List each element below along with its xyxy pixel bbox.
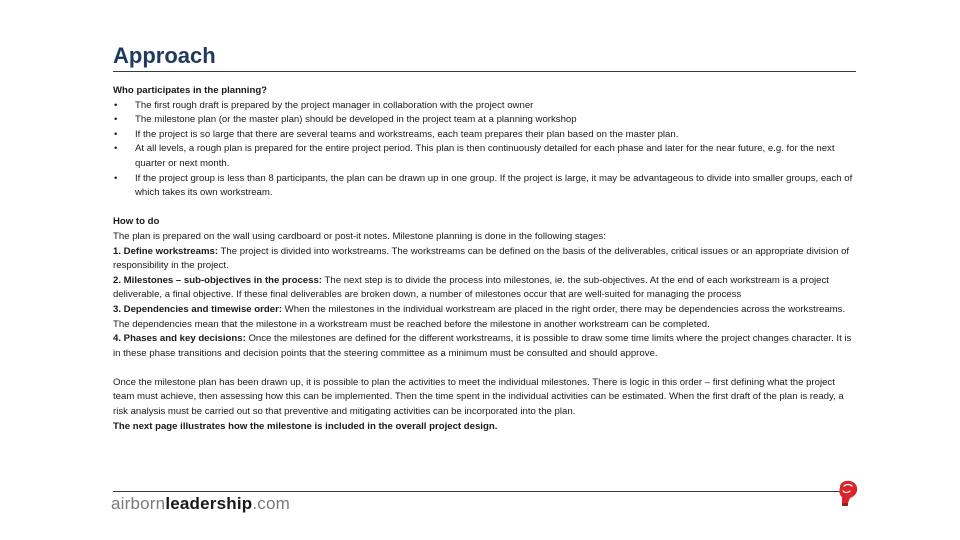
- next-page-note: The next page illustrates how the milestone is included in the overall project design.: [113, 420, 498, 432]
- slide-content: [113, 84, 853, 434]
- step-text: When the milestones in the individual workstream are placed in the right order, there may be dependencies across the workstreams. The dependencies mean that the milestone in a workstream must be reached before the milestone in another workstream can be completed.: [113, 303, 846, 330]
- step-text: The next step is to divide the process into milestones, ie. the sub-objectives. At the end of each workstream is a project deliverable, a final objective. If these final deliverables are broken down, a number of milestones occur that are well-suited for managing the process: [113, 274, 829, 301]
- section-heading-how-to: How to do: [113, 216, 160, 228]
- step-title: 1. Define workstreams:: [113, 245, 219, 257]
- logo-text-leadership: leadership: [165, 494, 253, 513]
- spacer: [113, 201, 853, 216]
- step-paragraph: [113, 332, 853, 361]
- step-title: 2. Milestones – sub-objectives in the process:: [113, 274, 322, 286]
- title-divider: [113, 71, 856, 72]
- list-item: • The milestone plan (or the master plan) should be developed in the project team at a planning workshop: [113, 113, 853, 128]
- logo-text-domain: .com: [252, 494, 291, 513]
- step-text: The project is divided into workstreams. The workstreams can be defined on the basis of the deliverables, critical issues or an appropriate division of responsibility in the project.: [113, 245, 850, 272]
- logo-text-airborn: airborn: [111, 494, 166, 513]
- step-title: 4. Phases and key decisions:: [113, 333, 246, 345]
- list-item: • The first rough draft is prepared by the project manager in collaboration with the project owner: [113, 99, 853, 114]
- step-paragraph: [113, 274, 853, 303]
- list-item: • At all levels, a rough plan is prepared for the entire project period. This plan is then continuously detailed for each phase and later for the near future, e.g. for the next quarter or next month.: [113, 142, 853, 171]
- step-title: 3. Dependencies and timewise order:: [113, 303, 283, 315]
- list-item: • If the project is so large that there are several teams and workstreams, each team prepares their plan based on the master plan.: [113, 128, 853, 143]
- step-text: Once the milestones are defined for the different workstreams, it is possible to draw some time limits where the project changes character. It is in these phase transitions and decision points that the steering committee as a minimum must be consulted and should approve.: [113, 333, 852, 359]
- closing-paragraph: Once the milestone plan has been drawn up, it is possible to plan the activities to meet the individual milestones. There is logic in this order – first defining what the project team must achieve, then assessing how this can be implemented. Then the time spent in the individual activities can be estimated. When the first draft of the plan is ready, a risk analysis must be carried out so that preventive and mitigating activities can be incorporated into the plan.: [113, 376, 844, 418]
- step-paragraph: [113, 245, 853, 274]
- spacer: [113, 361, 853, 376]
- boxing-glove-icon: [834, 479, 860, 507]
- list-item: • If the project group is less than 8 participants, the plan can be drawn up in one group. If the project is large, it may be advantageous to divide into smaller groups, each of which takes its own workstream.: [113, 172, 853, 201]
- step-paragraph: [113, 303, 853, 332]
- page-title: Approach: [113, 43, 216, 68]
- footer-divider: [113, 491, 856, 492]
- participants-bullet-list: [113, 99, 853, 201]
- how-to-intro: The plan is prepared on the wall using cardboard or post-it notes. Milestone planning is done in the following stages:: [113, 230, 606, 242]
- section-heading-participants: Who participates in the planning?: [113, 85, 268, 96]
- company-logo: [111, 493, 290, 515]
